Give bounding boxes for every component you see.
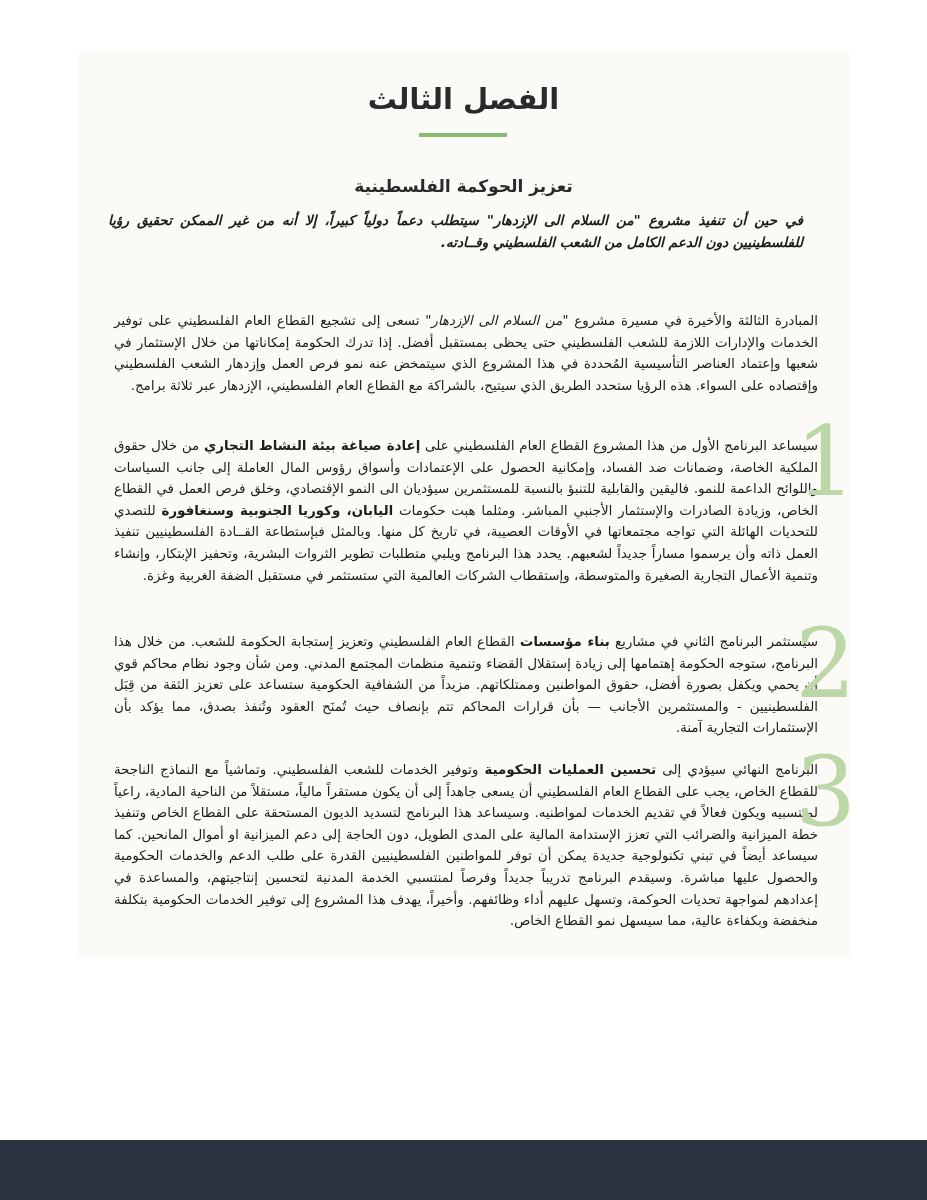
- program-3-highlight: تحسين العمليات الحكومية: [484, 763, 657, 778]
- lead-paragraph: في حين أن تنفيذ مشروع "من السلام الى الإزدهار" سيتطلب دعماً دولياً كبيراً، إلا أنه من غير الممكن تحقيق رؤيا للفلسطينيين دون الدعم الكامل من الشعب الفلسطيني وقــادته.: [108, 213, 803, 251]
- program-1-text-a: سيساعد البرنامج الأول من هذا المشروع القطاع العام الفلسطيني على: [425, 439, 818, 454]
- program-1-highlight: إعادة صياغة بيئة النشاط التجاري: [203, 439, 421, 454]
- footer-band: [0, 1140, 927, 1200]
- program-2-text-c: القطاع العام الفلسطيني وتعزيز إستجابة الحكومة للشعب. من خلال هذا البرنامج، ستوجه الحكومة إهتمامها إلى زيادة إستقلال القضاء وتنمية منظمات المجتمع المدني. ومن شأن وجود نظام محاكم قوي أن يحمي ويكفل بصورة أفضل، حقوق المواطنين وممتلكاتهم. مزيداً من الشفافية الحكومية ستساعد على تعزيز الثقة من قِبَل الفلسطينيين - والمستثمرين الأجانب — بأن قرارات المحاكم تتم بإنصاف حيث تُمنَح العقود وتُنفذ بصدق، مما يؤكد بأن الإستثمارات التجارية آمنة.: [114, 635, 818, 737]
- intro-text-a: المبادرة الثالثة والأخيرة في مسيرة مشروع: [574, 314, 818, 329]
- program-3-paragraph: [114, 760, 818, 933]
- chapter-title: الفصل الثالث: [367, 82, 560, 116]
- project-name: "من السلام الى الإزدهار": [425, 314, 569, 329]
- section-title: تعزيز الحوكمة الفلسطينية: [354, 177, 573, 197]
- intro-text-c: تسعى إلى تشجيع القطاع العام الفلسطيني على توفير الخدمات والإدارات اللازمة للشعب الفلسطيني حتى يحظى بمستقبل أفضل. إذا تدرك الحكومة إمكاناتها من خلال الإستثمار في شعبها وإعتماد العناصر التأسيسية المُحددة في هذا المشروع الذي سيتمخض عنه نمو فرص العمل وإزدهار الشعب الفلسطيني وإقتصاده على السواء. هذه الرؤيا ستحدد الطريق الذي سيتيح، بالشراكة مع القطاع العام الفلسطيني، الإزدهار عبر ثلاثة برامج.: [114, 314, 818, 394]
- program-3-text-a: البرنامج النهائي سيؤدي إلى: [662, 763, 818, 778]
- program-number-2: 2: [795, 608, 857, 720]
- program-1-text-c: من خلال حقوق الملكية الخاصة، وضمانات ضد الفساد، وإمكانية الحصول على الإعتمادات وأسواق رؤوس المال العاملة إلى جانب السياسات واللوائح الداعمة للنمو. فاليقين والقابلية للتنبؤ بالنسبة للمستثمرين سيؤديان الى النمو الإقتصادي، وخلق فرص العمل في القطاع الخاص، وزيادة الصادرات والإستثمار الأجنبي المباشر. ومثلما هبت حكومات: [114, 439, 818, 519]
- intro-paragraph: [114, 311, 818, 397]
- program-number-3: 3: [795, 736, 857, 848]
- title-underline: [419, 133, 507, 137]
- program-1-countries: اليابان، وكوريا الجنوبية وسنغافورة: [161, 503, 394, 519]
- program-2-paragraph: [114, 632, 818, 740]
- program-number-1: 1: [795, 406, 857, 518]
- program-2-highlight: بناء مؤسسات: [519, 635, 610, 650]
- program-2-text-a: سيستثمر البرنامج الثاني في مشاريع: [615, 635, 819, 650]
- program-3-text-c: وتوفير الخدمات للشعب الفلسطيني. وتماشياً مع النماذج الناجحة للقطاع الخاص، يجب على القطاع العام الفلسطيني أن يسعى جاهداً إلى أن يكون مستقراً مالياً، مستقلاً من الناحية المادية، راعياً لمنتسبيه ويكون فعالاً في تقديم الخدمات لمواطنيه. وسيساعد هذا البرنامج لتسديد الديون المستحقة على القطاع الخاص وتنفيذ خطة الميزانية والضرائب التي تعزز الإستدامة المالية على المدى الطويل، دون الحاجة إلى دعم الميزانية او أموال المانحين. كما سيساعد أيضاً في تبني تكنولوجية جديدة يمكن أن توفر للمواطنين الفلسطينيين القدرة على طلب الدعم والخدمات الحكومية والحصول عليها مباشرة. وسيقدم البرنامج تدريباً جديداً وفرصاً لمنتسبي الخدمة المدنية لتحسين إنتاجيتهم، والمساعدة في إعدادهم لمواجهة تحديات الحوكمة، وتسهل عليهم أداء وظائفهم. وأخيراً، يهدف هذا المشروع إلى توفير الخدمات الحكومية بتكلفة منخفضة وبكفاءة عالية، مما سيسهل نمو القطاع الخاص.: [114, 763, 818, 930]
- program-1-text-e: للتصدي للتحديات الهائلة التي تواجه مجتمعاتها في الأوقات العصيبة، في تاريخ كل منها. وبالمثل فبإستطاعة القــادة الفلسطينيين تنفيذ العمل ذاته وأن يرسموا مساراً جديداً لشعبهم. يحدد هذا البرنامج ويلبي متطلبات تطوير الثروات البشرية، وتحفيز الإبتكار، وإنشاء وتنمية الأعمال التجارية الصغيرة والمتوسطة، وإستقطاب الشركات العالمية التي ستستثمر في مستقبل الضفة الغربية وغزة.: [114, 503, 818, 584]
- program-1-paragraph: [114, 436, 818, 587]
